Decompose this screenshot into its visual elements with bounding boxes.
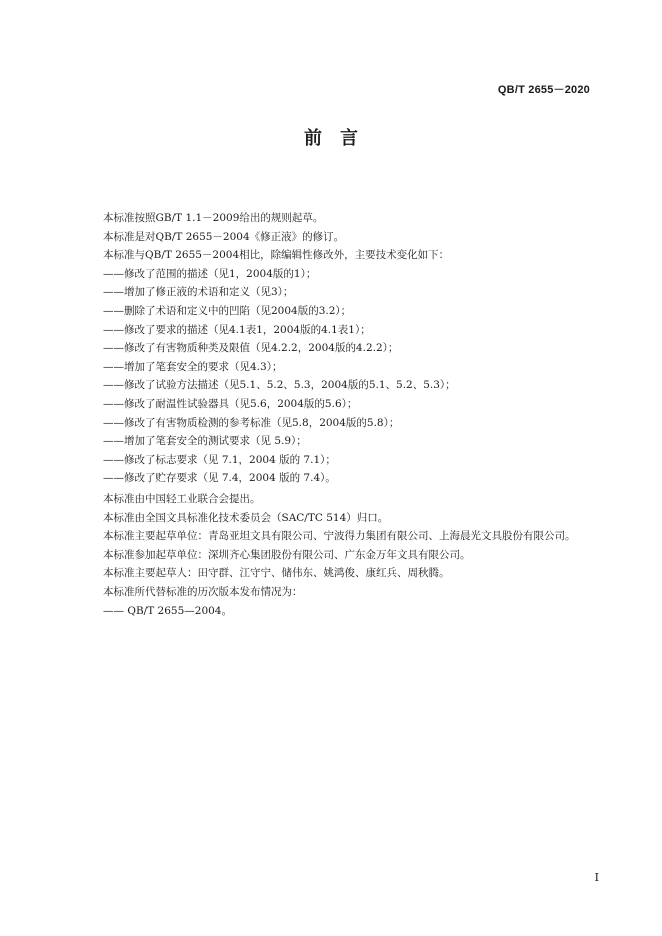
- preface-drafting-section: [82, 490, 604, 620]
- intro-line: 本标准按照GB/T 1.1－2009给出的规则起草。: [103, 212, 324, 224]
- change-item: ——修改了要求的描述（见4.1表1，2004版的4.1表1）；: [103, 323, 371, 336]
- change-item: ——修改了有害物质种类及限值（见4.2.2，2004版的4.2.2）；: [103, 342, 399, 355]
- change-item: ——修改了有害物质检测的参考标准（见5.8，2004版的5.8）；: [103, 416, 400, 429]
- change-item: ——删除了术语和定义中的凹陷（见2004版的3.2）；: [103, 304, 352, 317]
- preface-changes-section: [82, 209, 604, 488]
- change-item: ——修改了试验方法描述（见5.1、5.2、5.3，2004版的5.1、5.2、5.3）；: [103, 379, 456, 392]
- title-char-1: 前: [304, 128, 322, 149]
- page-number: I: [594, 871, 599, 884]
- page-title: [0, 124, 662, 150]
- history-item: —— QB/T 2655—2004。: [103, 604, 232, 617]
- main-drafters: 本标准主要起草人：田守群、江守宁、储伟东、姚鸿俊、康红兵、周秋腾。: [103, 567, 450, 580]
- main-drafting-units: 本标准主要起草单位：青岛亚坦文具有限公司、宁波得力集团有限公司、上海晨光文具股份有限公司。: [103, 530, 576, 543]
- title-char-2: 言: [340, 128, 358, 149]
- change-item: ——修改了标志要求（见 7.1，2004 版的 7.1）；: [103, 453, 336, 466]
- intro-line: 本标准与QB/T 2655－2004相比，除编辑性修改外，主要技术变化如下：: [103, 249, 450, 262]
- proposer-line: 本标准由中国轻工业联合会提出。: [103, 493, 261, 505]
- history-intro: 本标准所代替标准的历次版本发布情况为：: [103, 585, 303, 598]
- jurisdiction-line: 本标准由全国文具标准化技术委员会（SAC/TC 514）归口。: [103, 511, 389, 524]
- intro-line: 本标准是对QB/T 2655－2004《修正液》的修订。: [103, 230, 345, 243]
- standard-code: QB/T 2655－2020: [497, 84, 590, 96]
- change-item: ——增加了修正液的术语和定义（见3）；: [103, 286, 294, 299]
- participating-units: 本标准参加起草单位：深圳齐心集团股份有限公司、广东金万年文具有限公司。: [103, 548, 471, 561]
- change-item: ——修改了范围的描述（见1，2004版的1）；: [103, 267, 317, 280]
- change-item: ——修改了耐温性试验器具（见5.6，2004版的5.6）；: [103, 397, 358, 410]
- change-item: ——增加了笔套安全的要求（见4.3）；: [103, 360, 283, 373]
- change-item: ——增加了笔套安全的测试要求（见 5.9）；: [103, 435, 307, 448]
- change-item: ——修改了贮存要求（见 7.4，2004 版的 7.4）。: [103, 472, 336, 485]
